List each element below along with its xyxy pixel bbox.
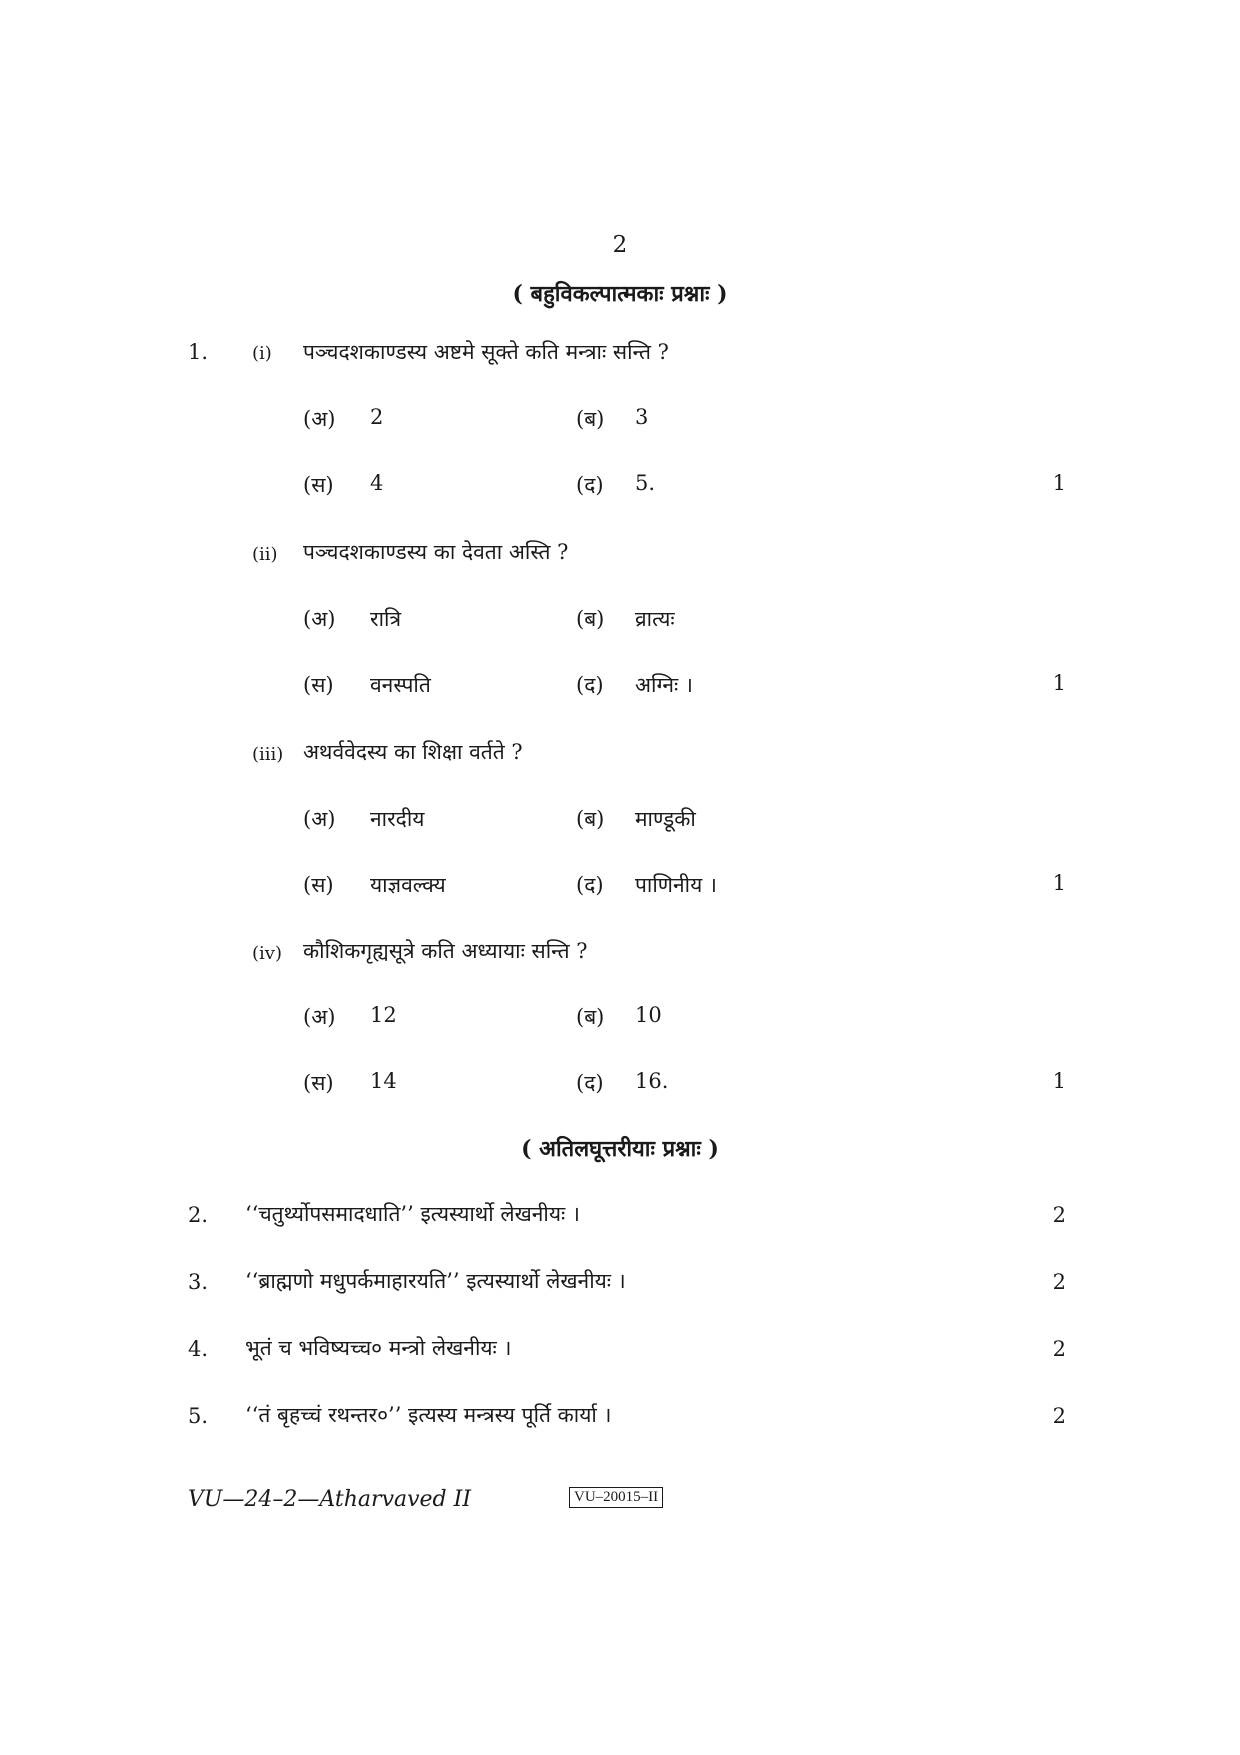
section-heading-mcq: ( बहुविकल्पात्मकाः प्रश्नाः ) bbox=[512, 281, 728, 307]
option-key: (ब) bbox=[576, 607, 605, 631]
paper-code-box: VU–20015–II bbox=[569, 1487, 663, 1508]
option-key: (अ) bbox=[303, 407, 336, 431]
option-key: (अ) bbox=[303, 607, 336, 631]
option-value: 5. bbox=[635, 471, 656, 495]
option-value: 3 bbox=[635, 405, 649, 429]
marks: 1 bbox=[1052, 871, 1066, 895]
footer-paper-title: VU—24–2—Atharvaved II bbox=[188, 1487, 472, 1512]
option-value: 2 bbox=[370, 405, 384, 429]
option-key: (स) bbox=[303, 1071, 334, 1095]
option-value: 10 bbox=[635, 1003, 662, 1027]
question-number: 4. bbox=[188, 1337, 209, 1361]
marks: 1 bbox=[1052, 671, 1066, 695]
option-key: (स) bbox=[303, 673, 334, 697]
option-key: (ब) bbox=[576, 407, 605, 431]
option-key: (अ) bbox=[303, 1005, 336, 1029]
option-key: (ब) bbox=[576, 807, 605, 831]
question-text: ‘‘चतुर्थ्योपसमादधाति’’ इत्यस्यार्थो लेखनीयः । bbox=[245, 1202, 580, 1226]
option-key: (द) bbox=[576, 673, 604, 697]
part-label: (iv) bbox=[252, 943, 282, 964]
marks: 2 bbox=[1052, 1337, 1066, 1361]
option-value: याज्ञवल्क्य bbox=[370, 873, 446, 897]
question-number: 1. bbox=[188, 340, 209, 364]
option-key: (द) bbox=[576, 1071, 604, 1095]
question-text: पञ्चदशकाण्डस्य अष्टमे सूक्ते कति मन्त्राः सन्ति ? bbox=[303, 340, 669, 364]
marks: 2 bbox=[1052, 1270, 1066, 1294]
question-text: कौशिकगृह्यसूत्रे कति अध्यायाः सन्ति ? bbox=[303, 939, 588, 963]
option-key: (ब) bbox=[576, 1005, 605, 1029]
option-key: (द) bbox=[576, 873, 604, 897]
question-text: भूतं च भविष्यच्च० मन्त्रो लेखनीयः । bbox=[245, 1336, 512, 1360]
part-label: (iii) bbox=[252, 744, 284, 765]
marks: 2 bbox=[1052, 1203, 1066, 1227]
option-value: रात्रि bbox=[370, 607, 402, 631]
option-value: माण्डूकी bbox=[635, 807, 696, 831]
question-text: ‘‘तं बृहच्चं रथन्तर०’’ इत्यस्य मन्त्रस्य पूर्ति कार्या । bbox=[245, 1403, 612, 1427]
page-number: 2 bbox=[612, 232, 628, 258]
question-text: ‘‘ब्राह्मणो मधुपर्कमाहारयति’’ इत्यस्यार्थो लेखनीयः । bbox=[245, 1269, 626, 1293]
option-value: 14 bbox=[370, 1069, 397, 1093]
option-value: 4 bbox=[370, 471, 384, 495]
option-value: 16. bbox=[635, 1069, 669, 1093]
option-value: पाणिनीय । bbox=[635, 873, 717, 897]
option-value: व्रात्यः bbox=[635, 607, 675, 631]
question-number: 2. bbox=[188, 1203, 209, 1227]
question-number: 3. bbox=[188, 1270, 209, 1294]
part-label: (i) bbox=[252, 343, 272, 364]
question-text: अथर्ववेदस्य का शिक्षा वर्तते ? bbox=[303, 740, 523, 764]
option-key: (द) bbox=[576, 473, 604, 497]
option-value: अग्निः । bbox=[635, 673, 693, 697]
marks: 2 bbox=[1052, 1404, 1066, 1428]
marks: 1 bbox=[1052, 1069, 1066, 1093]
section-heading-short: ( अतिलघूत्तरीयाः प्रश्नाः ) bbox=[521, 1136, 719, 1162]
marks: 1 bbox=[1052, 471, 1066, 495]
option-value: वनस्पति bbox=[370, 673, 431, 697]
question-text: पञ्चदशकाण्डस्य का देवता अस्ति ? bbox=[303, 540, 569, 564]
option-key: (स) bbox=[303, 873, 334, 897]
option-key: (स) bbox=[303, 473, 334, 497]
option-value: 12 bbox=[370, 1003, 397, 1027]
option-key: (अ) bbox=[303, 807, 336, 831]
question-number: 5. bbox=[188, 1404, 209, 1428]
option-value: नारदीय bbox=[370, 807, 425, 831]
part-label: (ii) bbox=[252, 544, 278, 565]
